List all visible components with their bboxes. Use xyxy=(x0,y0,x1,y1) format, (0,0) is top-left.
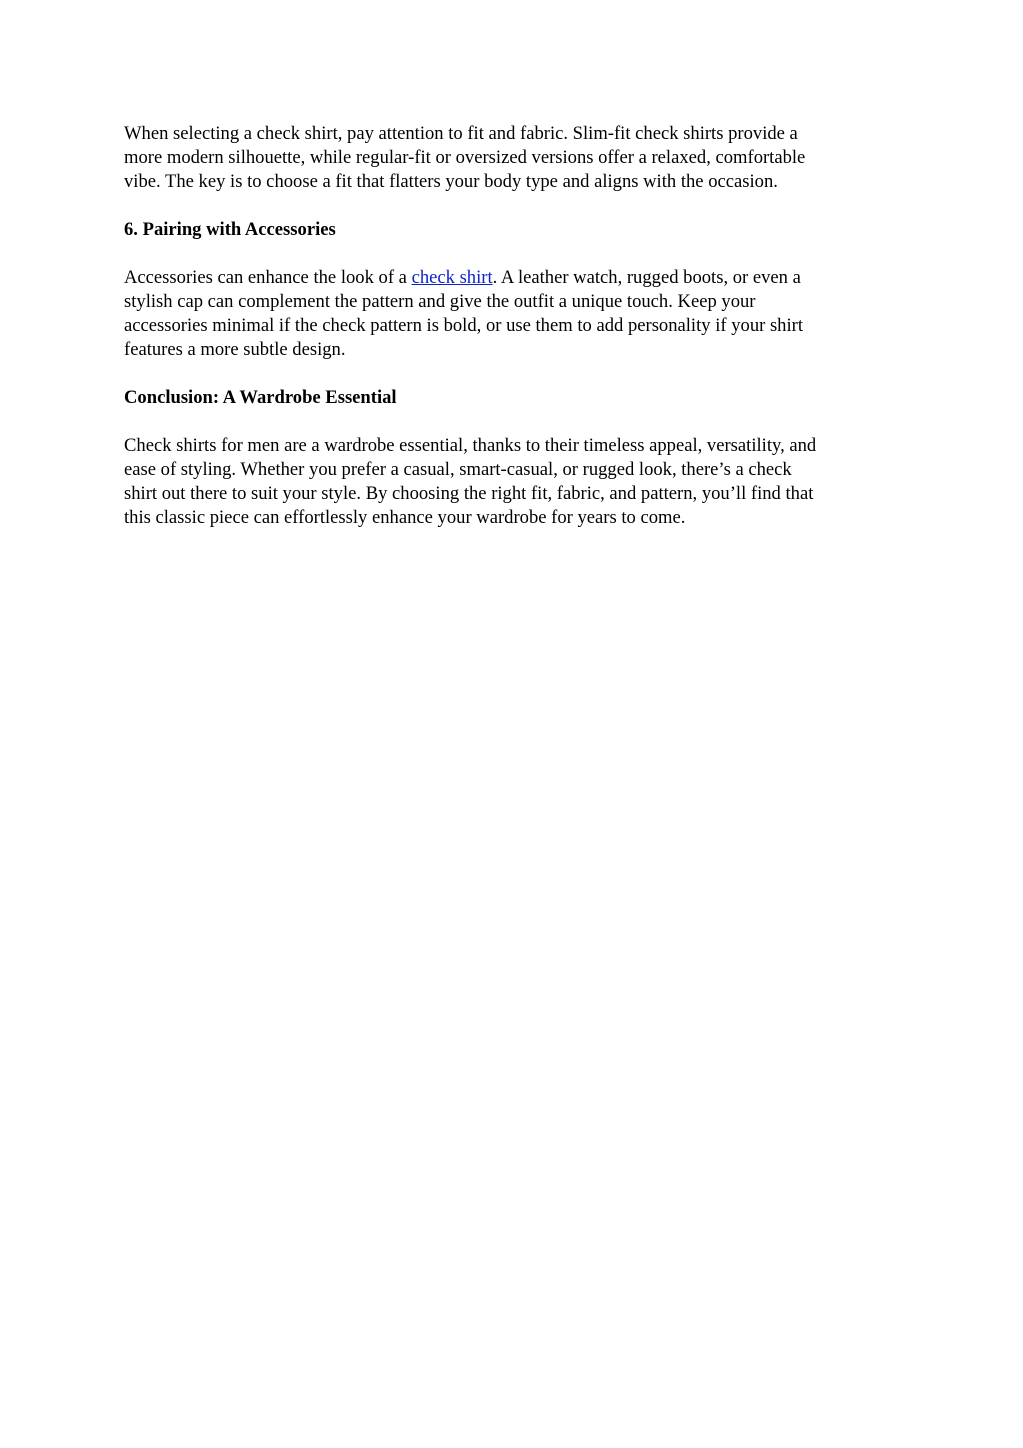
paragraph-line: accessories minimal if the check pattern is bold, or use them to add personality if your shirt xyxy=(124,315,804,336)
paragraph-line: ease of styling. Whether you prefer a casual, smart-casual, or rugged look, there’s a check xyxy=(124,459,792,480)
paragraph-accessories xyxy=(124,266,904,362)
paragraph-conclusion xyxy=(124,434,904,530)
check-shirt-link[interactable]: check shirt xyxy=(411,267,493,288)
paragraph-line: shirt out there to suit your style. By choosing the right fit, fabric, and pattern, you’ll find that xyxy=(124,483,814,504)
paragraph-line: Check shirts for men are a wardrobe essential, thanks to their timeless appeal, versatility, and xyxy=(124,435,817,456)
document-body xyxy=(124,122,904,554)
paragraph-fit-and-fabric xyxy=(124,122,904,194)
paragraph-line: features a more subtle design. xyxy=(124,339,346,360)
paragraph-line: this classic piece can effortlessly enhance your wardrobe for years to come. xyxy=(124,507,686,528)
text-run: Accessories can enhance the look of a xyxy=(124,267,412,288)
paragraph-line xyxy=(124,266,904,290)
heading-pairing-with-accessories: 6. Pairing with Accessories xyxy=(124,219,336,240)
paragraph-line: more modern silhouette, while regular-fit or oversized versions offer a relaxed, comfortable xyxy=(124,147,806,168)
heading-conclusion: Conclusion: A Wardrobe Essential xyxy=(124,387,397,408)
paragraph-line: vibe. The key is to choose a fit that flatters your body type and aligns with the occasion. xyxy=(124,171,778,192)
paragraph-line: stylish cap can complement the pattern and give the outfit a unique touch. Keep your xyxy=(124,291,756,312)
text-run: . A leather watch, rugged boots, or even a xyxy=(492,267,801,288)
paragraph-line: When selecting a check shirt, pay attention to fit and fabric. Slim-fit check shirts provide a xyxy=(124,123,798,144)
